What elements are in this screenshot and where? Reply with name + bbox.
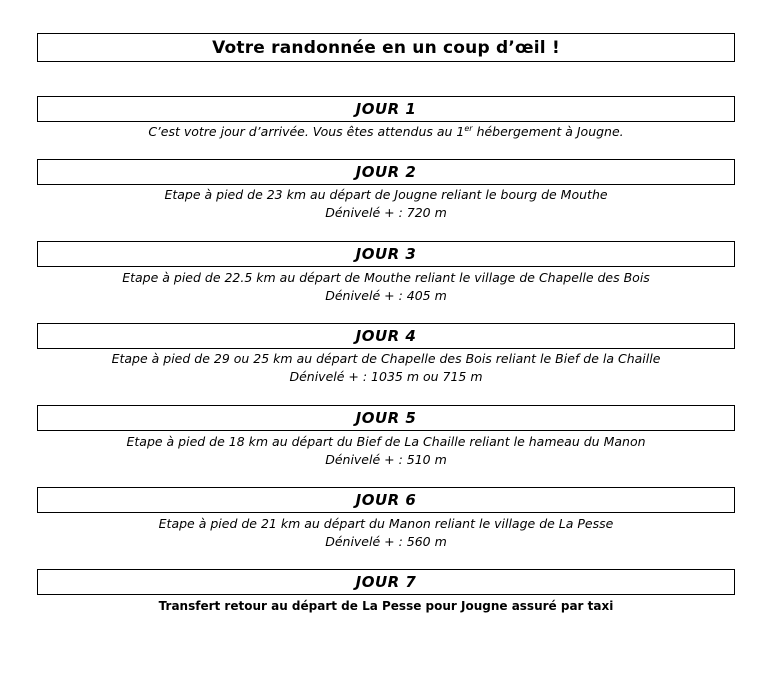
day-1-description <box>37 123 735 141</box>
day-4-description <box>37 350 735 386</box>
day-6-description <box>37 515 735 551</box>
day-6-stage: Etape à pied de 21 km au départ du Manon reliant le village de La Pesse <box>158 516 614 531</box>
day-6-header: JOUR 6 <box>37 487 735 513</box>
day-5-description <box>37 433 735 469</box>
document-title: Votre randonnée en un coup d’œil ! <box>37 33 735 62</box>
day-2-elevation: Dénivelé + : 720 m <box>325 205 447 220</box>
day-2-stage: Etape à pied de 23 km au départ de Jougne reliant le bourg de Mouthe <box>164 187 608 202</box>
day-2-header: JOUR 2 <box>37 159 735 185</box>
day-3-elevation: Dénivelé + : 405 m <box>325 288 447 303</box>
day-6-elevation: Dénivelé + : 560 m <box>325 534 447 549</box>
day-1-header: JOUR 1 <box>37 96 735 122</box>
day-1-text-end: hébergement à Jougne. <box>472 124 624 139</box>
day-7-transfer: Transfert retour au départ de La Pesse pour Jougne assuré par taxi <box>158 599 614 613</box>
day-1-superscript: er <box>464 123 473 133</box>
day-4-header: JOUR 4 <box>37 323 735 349</box>
day-4-stage: Etape à pied de 29 ou 25 km au départ de Chapelle des Bois reliant le Bief de la Chaille <box>111 351 661 366</box>
day-7-description <box>37 597 735 615</box>
day-2-description <box>37 186 735 222</box>
day-5-stage: Etape à pied de 18 km au départ du Bief de La Chaille reliant le hameau du Manon <box>126 434 646 449</box>
day-5-header: JOUR 5 <box>37 405 735 431</box>
day-1-line-1 <box>37 123 735 141</box>
day-4-elevation: Dénivelé + : 1035 m ou 715 m <box>289 369 483 384</box>
day-1-text-start: C’est votre jour d’arrivée. Vous êtes attendus au 1 <box>148 124 465 139</box>
day-3-description <box>37 269 735 305</box>
day-5-elevation: Dénivelé + : 510 m <box>325 452 447 467</box>
day-3-stage: Etape à pied de 22.5 km au départ de Mouthe reliant le village de Chapelle des Bois <box>122 270 650 285</box>
day-3-header: JOUR 3 <box>37 241 735 267</box>
day-7-header: JOUR 7 <box>37 569 735 595</box>
